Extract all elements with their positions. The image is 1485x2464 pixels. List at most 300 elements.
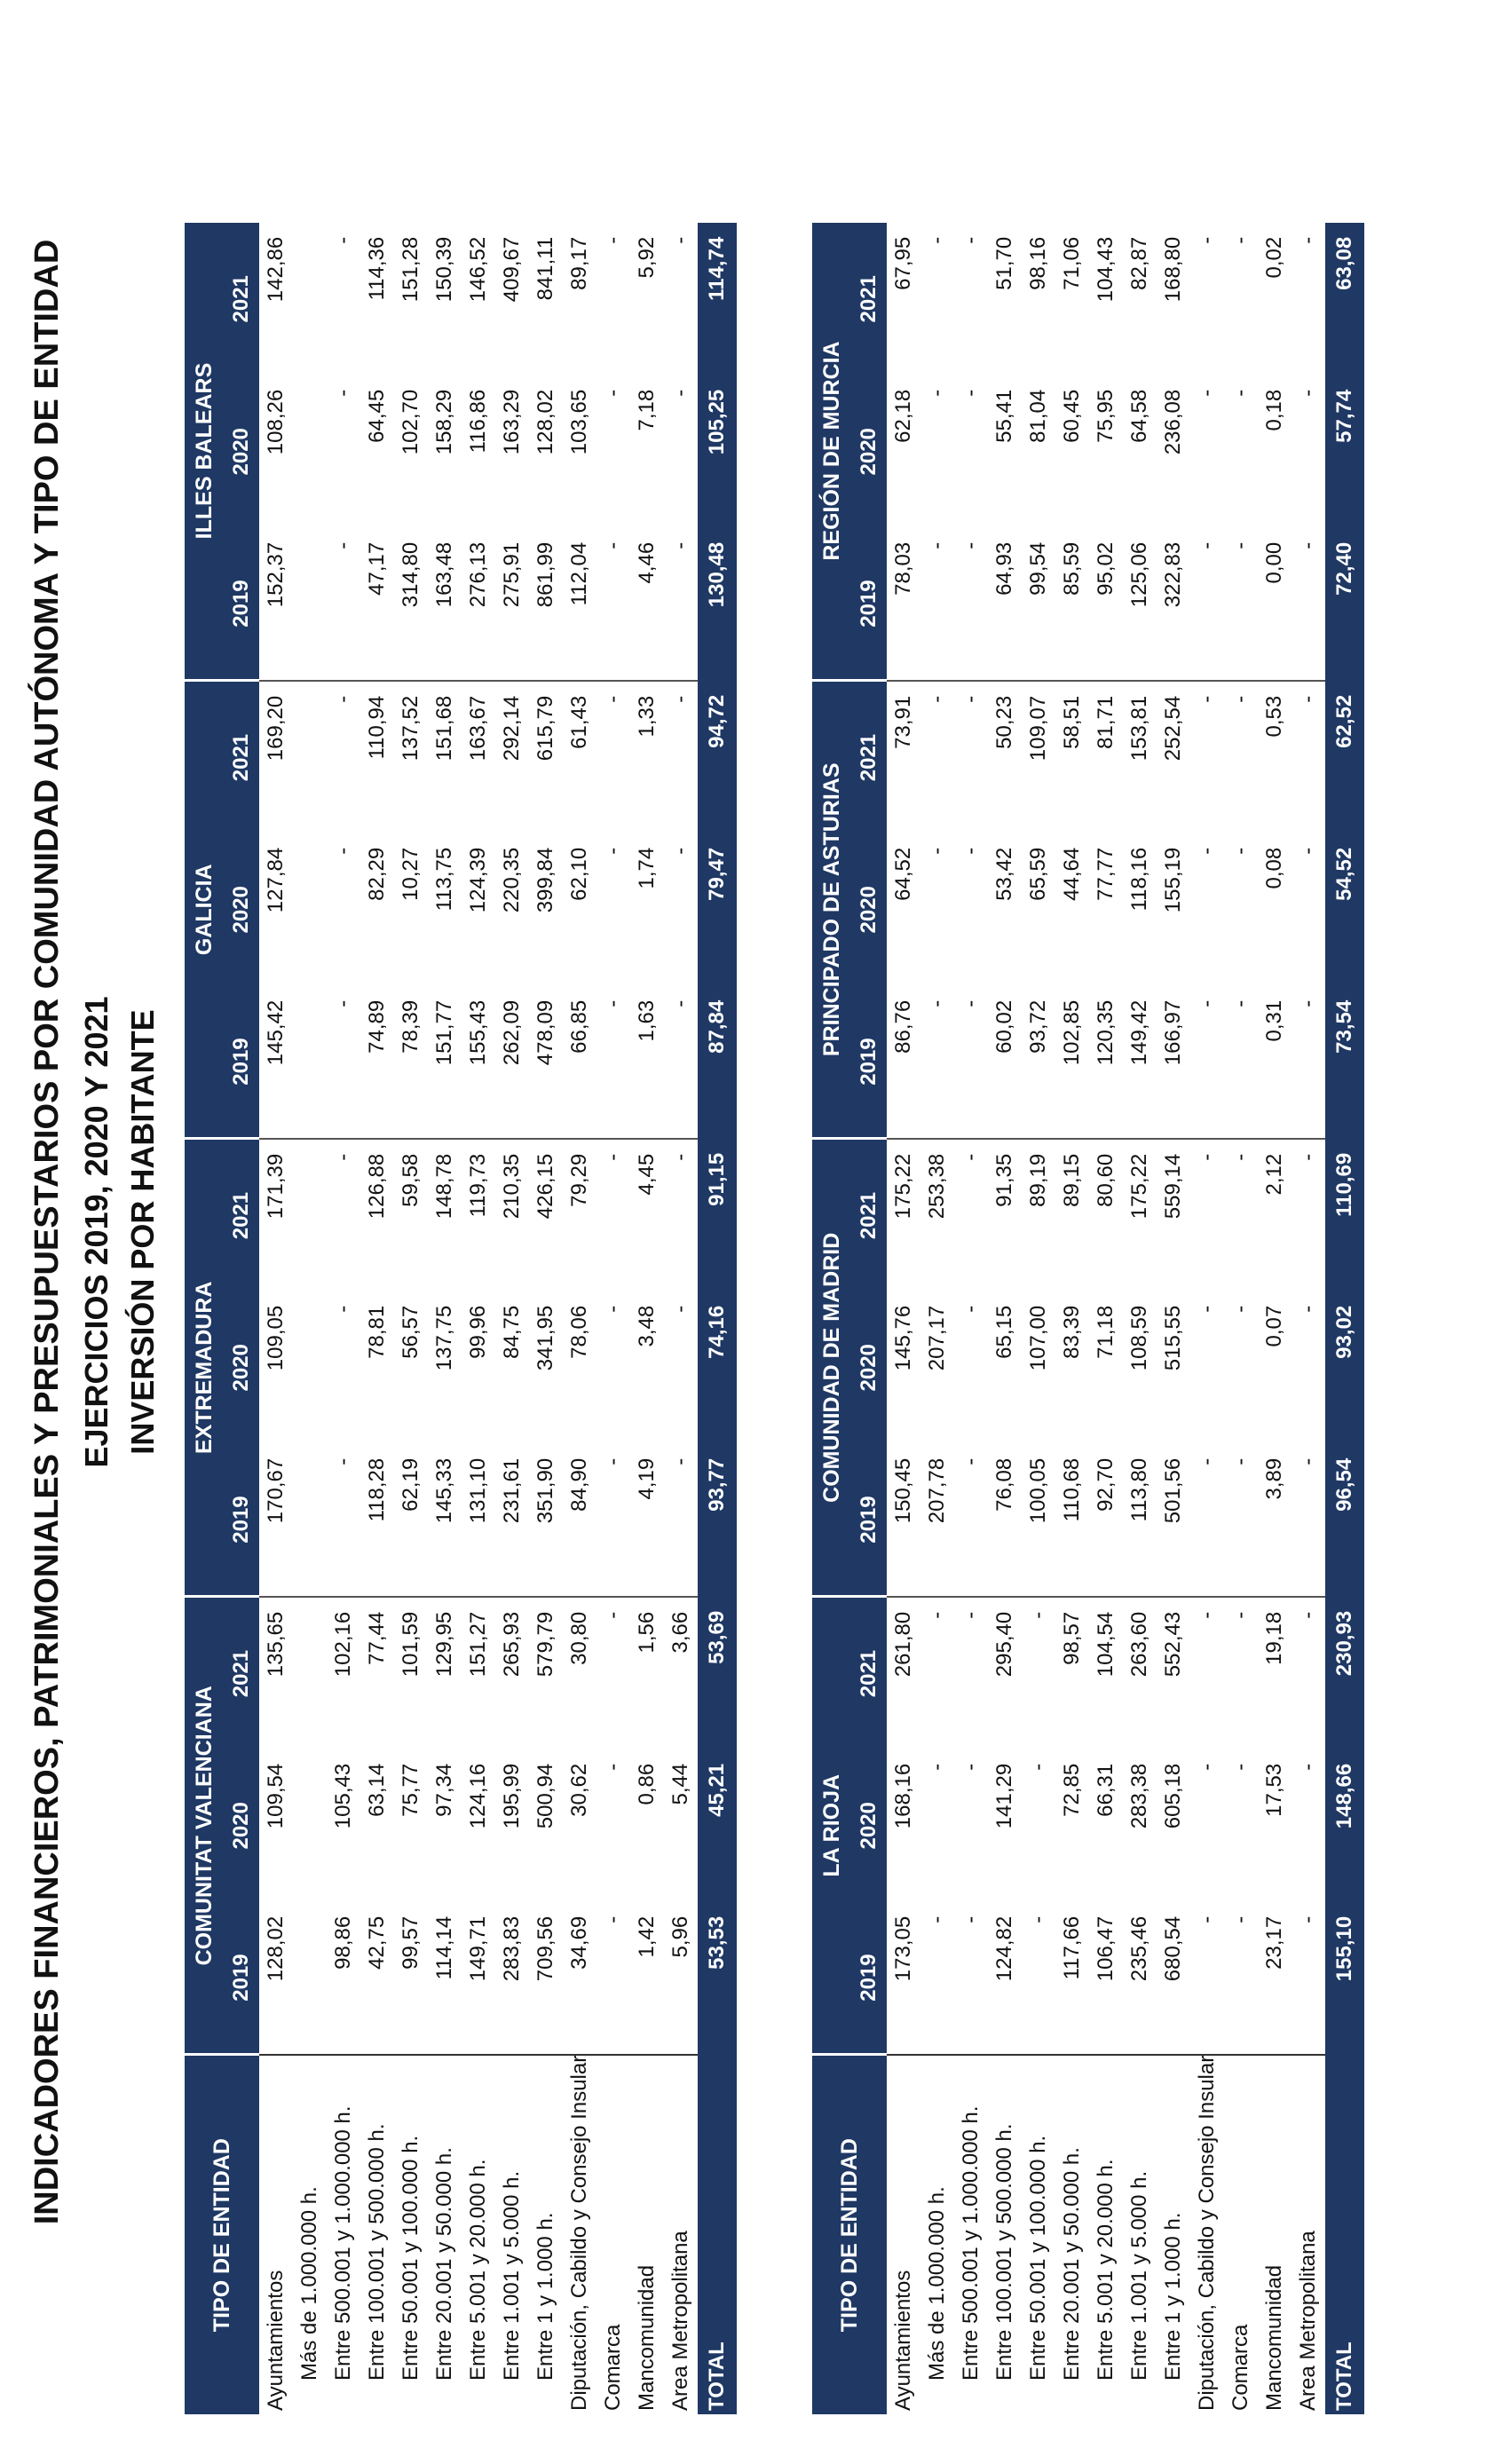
row-label: Ayuntamientos [259,2055,293,2414]
total-value-cell: 94,72 [698,681,737,833]
table-row [1224,223,1258,2414]
value-cell: 51,70 [992,236,1016,290]
row-label: Entre 20.001 y 50.000 h. [428,2055,462,2414]
value-cell: - [596,1444,630,1597]
value-cell: 0,86 [635,1763,659,1805]
row-label: Entre 20.001 y 50.000 h. [1055,2055,1089,2414]
value-cell: 261,80 [891,1611,915,1678]
value-cell: 146,52 [466,236,490,303]
value-cell: 78,81 [365,1305,389,1359]
value-cell: 163,67 [466,695,490,762]
value-cell: 109,54 [264,1763,288,1829]
value-cell: 141,29 [992,1763,1016,1829]
value-cell: - [920,528,954,681]
value-cell: - [920,986,954,1139]
value-cell: 95,02 [1089,528,1123,681]
value-cell: - [1228,847,1252,855]
value-cell: - [925,847,949,855]
year-header: 2020 [224,375,259,528]
table-row [360,223,394,2414]
value-cell: 77,77 [1094,847,1118,901]
region-header: GALICIA [185,681,224,1139]
value-cell: 104,43 [1094,236,1118,303]
value-cell: 263,60 [1127,1611,1151,1678]
value-cell: 124,82 [992,1915,1016,1982]
total-value-cell: 155,10 [1325,1902,1364,2055]
value-cell: 151,77 [428,986,462,1139]
year-header: 2020 [851,375,887,528]
value-cell: 62,18 [891,389,915,443]
value-cell: 276,13 [462,528,495,681]
value-cell: 4,45 [635,1153,659,1196]
value-cell: 62,10 [567,847,591,901]
value-cell: 118,28 [360,1444,394,1597]
value-cell: 81,04 [1026,389,1050,443]
row-label: Comarca [1224,2055,1258,2414]
table-row [259,223,293,2414]
value-cell: 78,03 [887,528,920,681]
table-row [495,223,529,2414]
total-value-cell: 57,74 [1325,375,1364,528]
total-value-cell: 63,08 [1325,223,1364,375]
tipo-entidad-header: TIPO DE ENTIDAD [812,2055,887,2414]
value-cell: 680,54 [1161,1915,1185,1982]
value-cell: 7,18 [635,389,659,431]
value-cell: 861,99 [529,528,563,681]
row-label: Entre 50.001 y 100.000 h. [1022,2055,1055,2414]
value-cell: 195,99 [500,1763,524,1829]
value-cell: 126,88 [365,1153,389,1220]
value-cell: 124,16 [466,1763,490,1829]
value-cell: 110,94 [365,695,389,760]
year-header: 2020 [851,1291,887,1444]
value-cell [293,1749,327,1902]
year-header: 2019 [224,1902,259,2055]
value-cell: 5,44 [668,1763,692,1805]
year-header: 2019 [851,986,887,1139]
value-cell: - [1026,1611,1050,1619]
value-cell: 17,53 [1262,1763,1286,1817]
value-cell: 559,14 [1161,1153,1185,1220]
value-cell: - [959,847,983,855]
row-label: Area Metropolitana [664,2055,698,2414]
value-cell: 4,19 [630,1444,664,1597]
report-indicator: INVERSIÓN POR HABITANTE [124,1009,161,1455]
value-cell: 131,10 [462,1444,495,1597]
value-cell: - [1296,389,1320,397]
value-cell: 62,19 [394,1444,428,1597]
value-cell: - [1296,236,1320,244]
table-row [664,223,698,2414]
value-cell: 117,66 [1060,1915,1084,1980]
total-label: TOTAL [698,2055,737,2414]
value-cell: 0,31 [1258,986,1291,1139]
value-cell: 114,14 [432,1915,456,1980]
value-cell: 0,18 [1262,389,1286,431]
value-cell: - [601,695,625,703]
year-header: 2019 [224,1444,259,1597]
value-cell: 78,39 [394,986,428,1139]
value-cell: 63,14 [365,1763,389,1817]
value-cell: 91,35 [992,1153,1016,1207]
value-cell: - [1224,1444,1258,1597]
value-cell: 30,62 [567,1763,591,1817]
table-row [988,223,1022,2414]
year-header: 2019 [224,986,259,1139]
value-cell: - [1291,986,1325,1139]
total-value-cell: 93,02 [1325,1291,1364,1444]
value-cell: - [331,847,355,855]
table-row [1089,223,1123,2414]
value-cell: 109,05 [264,1305,288,1371]
value-cell: - [1026,1763,1050,1771]
value-cell: 106,47 [1094,1915,1118,1982]
row-label: Mancomunidad [630,2055,664,2414]
region-header-row [812,223,851,2414]
value-cell: 65,59 [1026,847,1050,901]
value-cell: 119,73 [466,1153,490,1218]
row-label: Diputación, Cabildo y Consejo Insular [563,2055,596,2414]
value-cell: 64,58 [1127,389,1151,443]
value-cell: 207,78 [920,1444,954,1597]
table-block-2 [812,223,1364,2414]
value-cell: - [601,1611,625,1619]
value-cell: 71,06 [1060,236,1084,290]
value-cell: 59,58 [399,1153,423,1207]
total-value-cell: 74,16 [698,1291,737,1444]
value-cell: - [959,695,983,703]
value-cell: 92,70 [1089,1444,1123,1597]
year-header: 2020 [224,1749,259,1902]
value-cell: - [1228,389,1252,397]
value-cell: - [601,236,625,244]
value-cell: 1,74 [635,847,659,889]
table-row [596,223,630,2414]
value-cell: 155,43 [462,986,495,1139]
total-value-cell: 54,52 [1325,833,1364,986]
value-cell: 253,38 [925,1153,949,1220]
total-value-cell: 53,69 [698,1597,737,1749]
value-cell: 113,75 [432,847,456,912]
year-header: 2020 [851,833,887,986]
value-cell: 262,09 [495,986,529,1139]
region-header: REGIÓN DE MURCIA [812,223,851,681]
value-cell: - [1296,695,1320,703]
value-cell: 151,27 [466,1611,490,1678]
value-cell: - [664,986,698,1139]
table-row [920,223,954,2414]
value-cell: - [1296,1915,1320,1923]
value-cell: - [1296,1611,1320,1619]
value-cell: 112,04 [563,528,596,681]
year-header: 2021 [851,1597,887,1749]
value-cell: - [1291,528,1325,681]
value-cell: - [1195,1763,1219,1771]
value-cell: 579,79 [533,1611,557,1678]
value-cell: - [601,1915,625,1923]
row-label: Entre 5.001 y 20.000 h. [462,2055,495,2414]
value-cell: - [959,1915,983,1923]
value-cell: 145,33 [428,1444,462,1597]
value-cell: 135,65 [264,1611,288,1678]
value-cell: - [1228,1611,1252,1619]
table-row [1055,223,1089,2414]
table-row [293,223,327,2414]
value-cell: 150,45 [887,1444,920,1597]
value-cell: 64,93 [988,528,1022,681]
total-value-cell: 53,53 [698,1902,737,2055]
value-cell: 75,95 [1094,389,1118,443]
value-cell: 210,35 [500,1153,524,1220]
row-label: Más de 1.000.000 h. [920,2055,954,2414]
value-cell: 175,22 [1127,1153,1151,1220]
value-cell: 314,80 [394,528,428,681]
value-cell: 60,45 [1060,389,1084,443]
value-cell: - [331,1305,355,1313]
row-label: Comarca [596,2055,630,2414]
value-cell [293,1597,327,1749]
value-cell: 4,46 [630,528,664,681]
value-cell: 64,52 [891,847,915,901]
value-cell: 128,02 [533,389,557,455]
year-header: 2021 [224,223,259,375]
value-cell: 109,07 [1026,695,1050,762]
value-cell [293,375,327,528]
value-cell: 79,29 [567,1153,591,1207]
value-cell: 58,51 [1060,695,1084,749]
value-cell: 175,22 [891,1153,915,1220]
table-row [529,223,563,2414]
value-cell: - [1190,986,1224,1139]
value-cell: 82,29 [365,847,389,901]
region-header: PRINCIPADO DE ASTURIAS [812,681,851,1139]
total-row [1325,223,1364,2414]
value-cell [293,1139,327,1291]
value-cell: 113,80 [1123,1444,1157,1597]
value-cell: 128,02 [264,1915,288,1982]
value-cell: 98,57 [1060,1611,1084,1665]
value-cell: 105,43 [331,1763,355,1829]
value-cell: 80,60 [1094,1153,1118,1207]
value-cell: - [925,389,949,397]
value-cell: 426,15 [533,1153,557,1220]
value-cell: - [331,1153,355,1161]
value-cell: 265,93 [500,1611,524,1678]
value-cell: - [1224,528,1258,681]
table-row [887,223,920,2414]
value-cell: 120,35 [1089,986,1123,1139]
total-value-cell: 79,47 [698,833,737,986]
value-cell: 72,85 [1060,1763,1084,1817]
value-cell: 101,59 [399,1611,423,1678]
region-header: COMUNITAT VALENCIANA [185,1597,224,2055]
row-label: Entre 1.001 y 5.000 h. [1123,2055,1157,2414]
value-cell: 341,95 [533,1305,557,1371]
value-cell [293,528,327,681]
value-cell: - [668,695,692,703]
value-cell: 97,34 [432,1763,456,1817]
value-cell: 84,75 [500,1305,524,1359]
value-cell: 77,44 [365,1611,389,1665]
value-cell: - [1228,1305,1252,1313]
value-cell: 3,66 [668,1611,692,1654]
value-cell: 44,64 [1060,847,1084,901]
tipo-entidad-header: TIPO DE ENTIDAD [185,2055,259,2414]
value-cell: - [664,528,698,681]
value-cell: 23,17 [1262,1915,1286,1970]
value-cell: 103,65 [567,389,591,455]
value-cell: 5,92 [635,236,659,279]
value-cell: 283,38 [1127,1763,1151,1829]
value-cell: 0,02 [1262,236,1286,279]
value-cell: 10,27 [399,847,423,901]
value-cell: 145,76 [891,1305,915,1371]
value-cell: 74,89 [360,986,394,1139]
value-cell: - [925,1611,949,1619]
value-cell: 478,09 [529,986,563,1139]
value-cell: - [954,1444,988,1597]
value-cell: 236,08 [1161,389,1185,455]
value-cell: 173,05 [891,1915,915,1982]
row-label: Entre 500.001 y 1.000.000 h. [327,2055,360,2414]
value-cell: 163,29 [500,389,524,455]
value-cell: - [959,1611,983,1619]
value-cell: 0,07 [1262,1305,1286,1347]
value-cell: 114,36 [365,236,389,301]
value-cell: 83,39 [1060,1305,1084,1359]
year-header: 2020 [224,1291,259,1444]
value-cell: 252,54 [1161,695,1185,762]
value-cell: 61,43 [567,695,591,749]
value-cell: 129,95 [432,1611,456,1678]
value-cell: 67,95 [891,236,915,290]
value-cell: 170,67 [259,1444,293,1597]
value-cell: - [1296,1153,1320,1161]
table-row [462,223,495,2414]
value-cell: 137,75 [432,1305,456,1371]
value-cell: - [1195,1915,1219,1923]
total-value-cell: 230,93 [1325,1597,1364,1749]
value-cell: 2,12 [1262,1153,1286,1196]
value-cell: 351,90 [529,1444,563,1597]
total-value-cell: 93,77 [698,1444,737,1597]
value-cell: 56,57 [399,1305,423,1359]
value-cell: 118,16 [1127,847,1151,912]
value-cell: 98,16 [1026,236,1050,290]
value-cell: 150,39 [432,236,456,303]
value-cell: - [1195,389,1219,397]
value-cell: 841,11 [533,236,557,301]
total-value-cell: 87,84 [698,986,737,1139]
value-cell: - [954,986,988,1139]
total-value-cell: 130,48 [698,528,737,681]
year-header: 2019 [224,528,259,681]
value-cell: - [668,236,692,244]
value-cell: 615,79 [533,695,557,762]
row-label: Entre 1 y 1.000 h. [1157,2055,1190,2414]
value-cell: 116,86 [466,389,490,454]
value-cell: 149,71 [466,1915,490,1982]
value-cell: - [959,1153,983,1161]
value-cell: 275,91 [495,528,529,681]
value-cell: 322,83 [1157,528,1190,681]
value-cell: - [1296,1763,1320,1771]
total-value-cell: 45,21 [698,1749,737,1902]
year-header: 2020 [224,833,259,986]
value-cell: - [1190,1444,1224,1597]
value-cell: 500,94 [533,1763,557,1829]
value-cell: 158,29 [432,389,456,455]
value-cell: 1,42 [635,1915,659,1958]
value-cell: 53,42 [992,847,1016,901]
value-cell: 85,59 [1055,528,1089,681]
table-row [1190,223,1224,2414]
value-cell: 3,89 [1258,1444,1291,1597]
value-cell: 102,85 [1055,986,1089,1139]
value-cell: - [1195,1153,1219,1161]
value-cell [293,833,327,986]
value-cell: - [1228,1153,1252,1161]
value-cell [293,223,327,375]
region-header: LA RIOJA [812,1597,851,2055]
row-label: Más de 1.000.000 h. [293,2055,327,2414]
value-cell: - [959,1305,983,1313]
value-cell: - [327,986,360,1139]
value-cell: 124,39 [466,847,490,913]
value-cell: - [1195,236,1219,244]
value-cell: 60,02 [988,986,1022,1139]
value-cell: 99,54 [1022,528,1055,681]
table-row [1123,223,1157,2414]
value-cell: 163,48 [428,528,462,681]
value-cell: 207,17 [925,1305,949,1371]
year-header: 2021 [851,1139,887,1291]
value-cell: - [959,389,983,397]
value-cell: 295,40 [992,1611,1016,1678]
value-cell: - [601,1153,625,1161]
value-cell: 73,91 [891,695,915,749]
table-row [1258,223,1291,2414]
value-cell: 153,81 [1127,695,1151,762]
value-cell: - [331,389,355,397]
value-cell: 108,59 [1127,1305,1151,1371]
value-cell: 220,35 [500,847,524,913]
value-cell [293,1291,327,1444]
value-cell [293,986,327,1139]
value-cell: 47,17 [360,528,394,681]
value-cell: 65,15 [992,1305,1016,1359]
value-cell: 66,31 [1094,1763,1118,1817]
value-cell: 145,42 [259,986,293,1139]
value-cell: 1,33 [635,695,659,738]
value-cell: 1,56 [635,1611,659,1654]
value-cell: 171,39 [264,1153,288,1220]
value-cell: 34,69 [567,1915,591,1970]
value-cell: 235,46 [1127,1915,1151,1982]
value-cell [293,1902,327,2055]
value-cell: 127,84 [264,847,288,913]
value-cell: 552,43 [1161,1611,1185,1678]
value-cell: 93,72 [1022,986,1055,1139]
value-cell: 0,00 [1258,528,1291,681]
year-header: 2021 [224,681,259,833]
value-cell: - [954,528,988,681]
year-header: 2021 [851,223,887,375]
value-cell: - [1228,1915,1252,1923]
row-label: Ayuntamientos [887,2055,920,2414]
value-cell: 1,63 [630,986,664,1139]
value-cell: 605,18 [1161,1763,1185,1829]
